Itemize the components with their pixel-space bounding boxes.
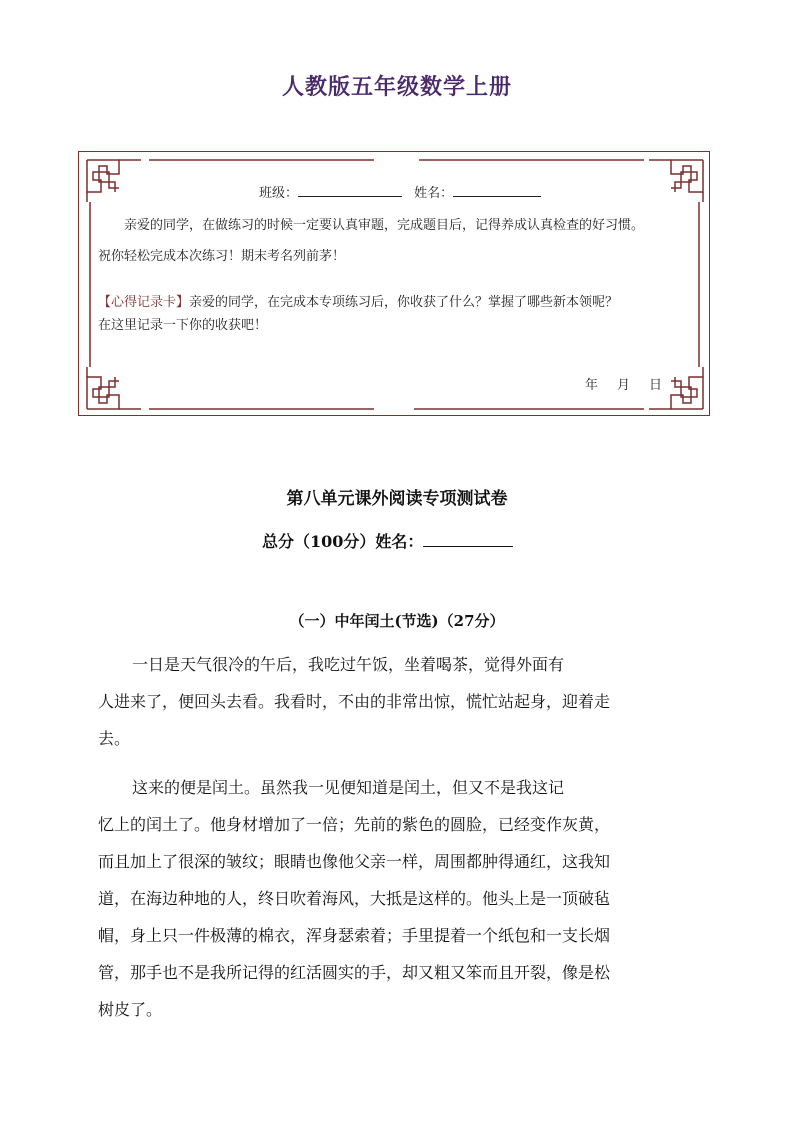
note-line-1: 亲爱的同学，在做练习的时候一定要认真审题，完成题目后，记得养成认真检查的好习惯。 — [124, 218, 645, 233]
score-name-line — [262, 529, 513, 552]
date-day: 日 — [649, 378, 664, 393]
class-blank[interactable] — [298, 184, 402, 197]
record-card — [78, 151, 710, 416]
corner-ornament-top-right — [649, 160, 703, 202]
test-title: 第八单元课外阅读专项测试卷 — [286, 489, 508, 509]
name-blank[interactable] — [453, 184, 541, 197]
passage-line: 帽，身上只一件极薄的棉衣，浑身瑟索着；手里提着一个纸包和一支长烟 — [98, 926, 611, 945]
date-month: 月 — [617, 378, 632, 393]
passage-paragraph-2 — [98, 769, 698, 1028]
record-line-2: 在这里记录一下你的收获吧！ — [98, 318, 268, 333]
name-label: 姓名： — [414, 186, 454, 201]
record-line-1 — [98, 291, 618, 310]
class-name-row — [259, 182, 541, 201]
passage-line: 去。 — [98, 729, 131, 748]
score-label: 总分（100分）姓名： — [262, 532, 424, 551]
passage-line: 树皮了。 — [98, 1000, 163, 1019]
class-label: 班级： — [259, 186, 299, 201]
date-row — [567, 374, 663, 393]
part-1-title: （一）中年闰土(节选)（27分） — [289, 612, 505, 630]
record-card-label: 【心得记录卡】 — [98, 295, 190, 310]
passage-paragraph-1 — [98, 646, 698, 757]
passage-line: 道，在海边种地的人，终日吹着海风，大抵是这样的。他头上是一顶破毡 — [98, 889, 611, 908]
date-year: 年 — [585, 378, 600, 393]
note-line-2: 祝你轻松完成本次练习！期末考名列前茅！ — [98, 249, 346, 264]
passage-line: 一日是天气很冷的午后，我吃过午饭，坐着喝茶，觉得外面有 — [132, 655, 565, 674]
passage-line: 人进来了，便回头去看。我看时，不由的非常出惊，慌忙站起身，迎着走 — [98, 692, 611, 711]
record-line-1-text: 亲爱的同学，在完成本专项练习后，你收获了什么？掌握了哪些新本领呢？ — [189, 295, 619, 310]
passage-line: 这来的便是闰土。虽然我一见便知道是闰土，但又不是我这记 — [132, 778, 565, 797]
passage-line: 而且加上了很深的皱纹；眼睛也像他父亲一样，周围都肿得通红，这我知 — [98, 852, 611, 871]
page-header-title: 人教版五年级数学上册 — [281, 74, 512, 100]
passage-line: 忆上的闰土了。他身材增加了一倍；先前的紫色的圆脸，已经变作灰黄， — [98, 815, 611, 834]
passage-line: 管，那手也不是我所记得的红活圆实的手，却又粗又笨而且开裂，像是松 — [98, 963, 611, 982]
corner-ornament-top-left — [87, 160, 141, 202]
corner-ornament-bottom-left — [87, 367, 141, 409]
test-name-blank[interactable] — [423, 532, 513, 547]
